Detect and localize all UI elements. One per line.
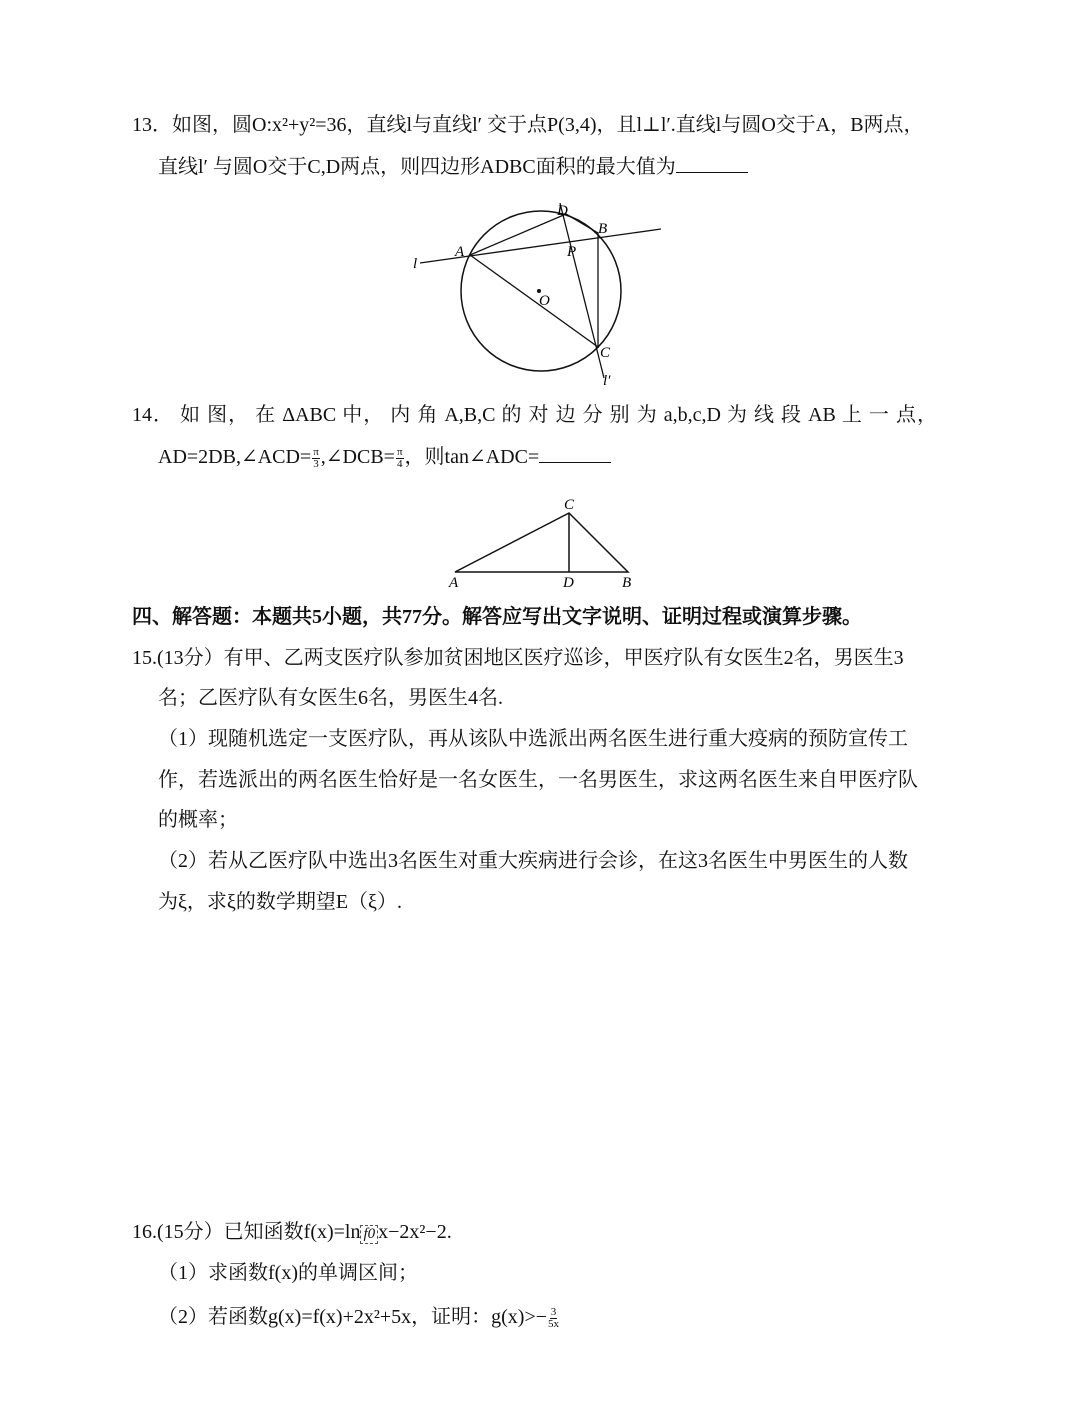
q14-line2	[158, 444, 611, 470]
q14-text-c: ，则tan∠ADC=	[404, 446, 540, 468]
q15-line6: （2）若从乙医疗队中选出3名医生对重大疾病进行会诊，在这3名医生中男医生的人数	[158, 850, 908, 872]
q16-line1	[132, 1220, 452, 1244]
q16-text-a: 16.(15分）已知函数f(x)=ln	[132, 1221, 361, 1243]
q16-text-b: x−2x²−2.	[378, 1221, 452, 1243]
fraction-pi-4	[396, 447, 404, 470]
label-a: A	[449, 575, 459, 590]
q14-line1: 14． 如 图， 在 ΔABC 中， 内 角 A,B,C 的 对 边 分 别 为 a,b,c,D 为 线 段 AB 上 一 点，	[132, 404, 937, 426]
formula-placeholder-box: f0	[360, 1225, 378, 1244]
q13-text: 直线l′ 与圆O交于C,D两点，则四边形ADBC面积的最大值为	[158, 156, 676, 178]
q16-line3	[158, 1305, 560, 1330]
q15-line5: 的概率；	[158, 809, 238, 831]
label-c: C	[600, 345, 611, 361]
denominator: 5x	[548, 1317, 560, 1330]
circle-figure	[0, 0, 1080, 400]
answer-blank	[539, 444, 611, 463]
numerator: π	[313, 445, 319, 458]
q15-line3: （1）现随机选定一支医疗队，再从该队中选派出两名医生进行重大疫病的预防宣传工	[158, 728, 908, 750]
triangle-figure	[0, 490, 1080, 590]
numerator: π	[396, 445, 403, 458]
label-b: B	[598, 221, 608, 237]
fraction-pi-3	[312, 447, 320, 470]
denominator: 3	[313, 457, 319, 470]
q14-text-b: ,∠DCB=	[320, 446, 395, 468]
label-c: C	[564, 497, 575, 513]
label-l: l	[413, 256, 418, 272]
label-d: D	[557, 203, 568, 219]
numerator: 3	[550, 1305, 557, 1318]
q14-text-a: AD=2DB,∠ACD=	[158, 446, 312, 468]
label-d: D	[563, 575, 574, 590]
q16-line2: （1）求函数f(x)的单调区间；	[158, 1262, 418, 1284]
label-o: O	[539, 293, 550, 309]
q15-line7: 为ξ，求ξ的数学期望E（ξ）.	[158, 891, 402, 913]
quadrilateral-adbc	[470, 214, 598, 347]
q15-line4: 作，若选派出的两名医生恰好是一名女医生，一名男医生，求这两名医生来自甲医疗队	[158, 769, 918, 791]
denominator: 4	[396, 457, 403, 470]
fraction-3-5x	[548, 1307, 559, 1330]
section-heading: 四、解答题：本题共5小题，共77分。解答应写出文字说明、证明过程或演算步骤。	[132, 606, 862, 628]
label-p: P	[567, 244, 577, 260]
q15-line1: 15.(13分）有甲、乙两支医疗队参加贫困地区医疗巡诊，甲医疗队有女医生2名，男医生3	[132, 647, 904, 669]
label-l-prime: l′	[603, 373, 611, 389]
q13-line1: 13．如图，圆O:x²+y²=36，直线l与直线l′ 交于点P(3,4)，且l⊥l′.直线l与圆O交于A，B两点，	[132, 114, 924, 136]
label-a: A	[455, 244, 465, 260]
q15-line2: 名；乙医疗队有女医生6名，男医生4名.	[158, 687, 503, 709]
q16-text: （2）若函数g(x)=f(x)+2x²+5x，证明：g(x)>−	[158, 1306, 548, 1328]
triangle-abc	[455, 513, 628, 572]
label-b: B	[622, 575, 632, 590]
